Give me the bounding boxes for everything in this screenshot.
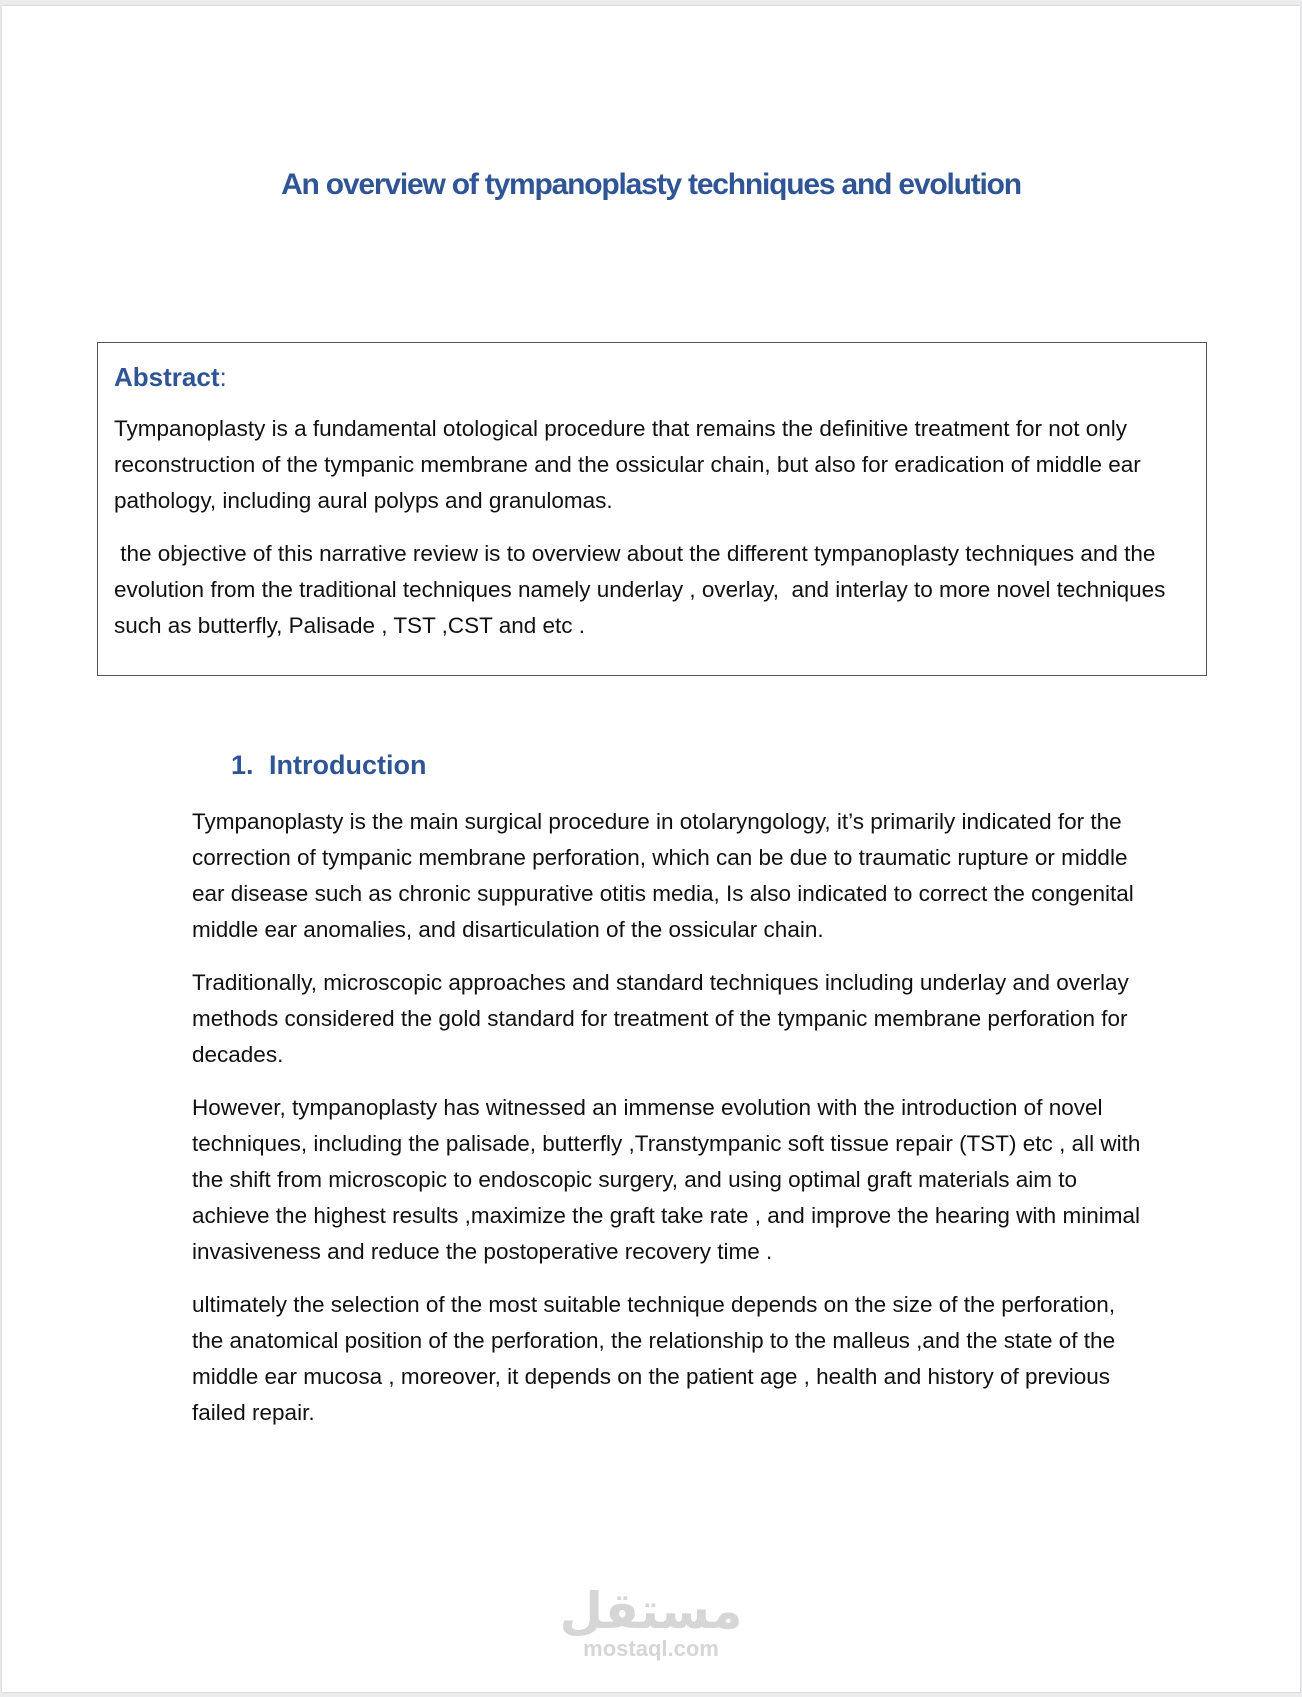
abstract-heading [114,361,1188,393]
section-number: 1. [231,750,254,780]
watermark-domain: mostaql.com [583,1636,719,1661]
abstract-paragraph: the objective of this narrative review is to overview about the different tympanoplasty techniques and the evolution from the traditional techniques namely underlay , overlay, and interlay to more novel techniques such as butterfly, Palisade , TST ,CST and etc . [114,541,1172,638]
document-page [2,6,1300,1692]
watermark-logo: مستقل [559,1582,743,1640]
watermark [0,1582,1302,1662]
introduction-paragraph: ultimately the selection of the most suitable technique depends on the size of the perforation, the anatomical position of the perforation, the relationship to the malleus ,and the state of the middle ear mucosa , moreover, it depends on the patient age , health and history of previous failed repair. [192,1292,1116,1425]
introduction-paragraph: Traditionally, microscopic approaches and standard techniques including underlay and overlay methods considered the gold standard for treatment of the tympanic membrane perforation for decades. [192,970,1129,1067]
abstract-heading-colon: : [219,362,227,392]
introduction-paragraph: Tympanoplasty is the main surgical procedure in otolaryngology, it’s primarily indicated for the correction of tympanic membrane perforation, which can be due to traumatic rupture or middle ear disease such as chronic suppurative otitis media, Is also indicated to correct the congenital middle ear anomalies, and disarticulation of the ossicular chain. [192,809,1134,942]
abstract-paragraph: Tympanoplasty is a fundamental otological procedure that remains the definitive treatment for not only reconstruction of the tympanic membrane and the ossicular chain, but also for eradication of middle ear pathology, including aural polyps and granulomas. [114,416,1141,513]
introduction-heading [231,748,426,782]
introduction-body [192,804,1152,1448]
abstract-heading-text: Abstract [114,362,220,392]
section-title: Introduction [269,750,427,780]
document-title: An overview of tympanoplasty techniques and evolution [281,168,1021,201]
abstract-box [97,342,1207,676]
introduction-paragraph: However, tympanoplasty has witnessed an immense evolution with the introduction of novel techniques, including the palisade, butterfly ,Transtympanic soft tissue repair (TST) etc , all with the shift from microscopic to endoscopic surgery, and using optimal graft materials aim to achieve the highest results ,maximize the graft take rate , and improve the hearing with minimal invasiveness and reduce the postoperative recovery time . [192,1095,1141,1264]
